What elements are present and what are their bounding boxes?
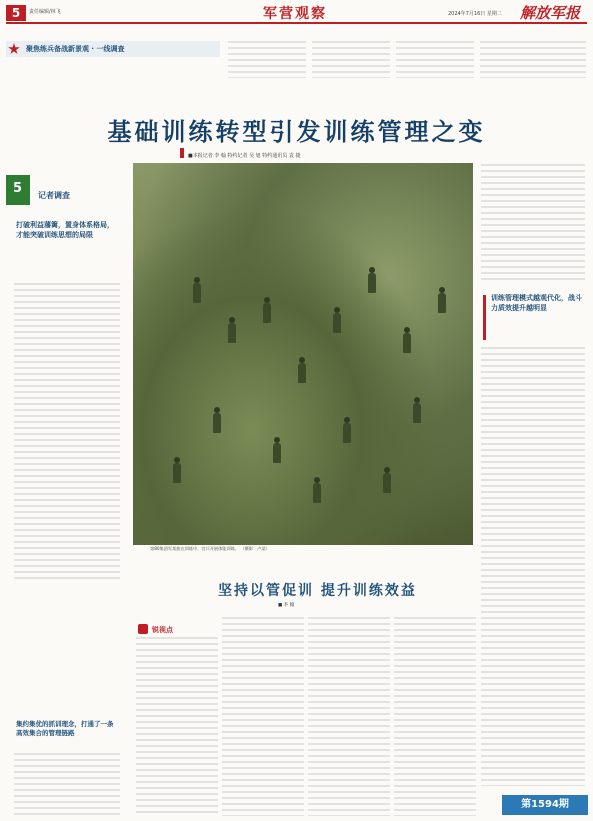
section-title: 军营观察 xyxy=(263,6,327,22)
soldier-figure xyxy=(383,473,391,493)
commentary-body-column xyxy=(222,616,304,816)
soldier-figure xyxy=(343,423,351,443)
soldier-figure xyxy=(193,283,201,303)
tag-number: 5 xyxy=(13,181,23,196)
byline: ■本报记者 李 翰 特约记者 吴 旭 特约通讯员 袁 捷 xyxy=(188,153,301,159)
soldier-figure xyxy=(273,443,281,463)
intro-text-block xyxy=(312,40,390,78)
soldier-figure xyxy=(213,413,221,433)
main-headline: 基础训练转型引发训练管理之变 xyxy=(107,118,486,146)
soldier-figure xyxy=(403,333,411,353)
secondary-headline: 坚持以管促训 提升训练效益 xyxy=(218,583,417,599)
soldier-figure xyxy=(228,323,236,343)
editor-credit: 责任编辑/林飞 xyxy=(29,9,61,15)
byline-marker xyxy=(180,148,184,158)
column-banner xyxy=(6,41,220,57)
commentary-icon xyxy=(138,624,148,634)
newspaper-logo: 解放军报 xyxy=(520,4,581,22)
article-body-column xyxy=(481,163,585,283)
commentary-body-column xyxy=(136,636,218,816)
soldier-figure xyxy=(438,293,446,313)
article-body-column xyxy=(14,752,120,816)
left-bottom-subheading: 集约集优的抓训理念，打通了一条高效集合的管理链路 xyxy=(16,720,114,737)
subhead-marker xyxy=(483,295,486,340)
intro-text-block xyxy=(228,40,306,78)
soldier-figure xyxy=(313,483,321,503)
soldier-figure xyxy=(413,403,421,423)
secondary-byline: ■ 李 翰 xyxy=(278,603,295,608)
reporter-tag-badge xyxy=(6,175,30,205)
column-banner-label: 聚焦练兵备战新景观 · 一线调查 xyxy=(26,45,125,53)
soldier-figure xyxy=(298,363,306,383)
issue-number-badge: 第1594期 xyxy=(502,795,588,815)
commentary-label: 锐视点 xyxy=(152,626,173,634)
soldier-figure xyxy=(333,313,341,333)
article-body-column xyxy=(481,346,585,786)
reporter-tag-label: 记者调查 xyxy=(38,191,70,200)
star-icon xyxy=(8,43,20,55)
masthead-rule xyxy=(6,22,587,24)
right-subheading: 训练管理模式越观代化，战斗力质效提升越明显 xyxy=(491,294,582,312)
soldier-figure xyxy=(173,463,181,483)
intro-text-block xyxy=(396,40,474,78)
page-number: 5 xyxy=(6,5,26,21)
commentary-body-column xyxy=(308,616,390,816)
training-photo xyxy=(133,163,473,545)
article-body-column xyxy=(14,282,120,582)
soldier-figure xyxy=(368,273,376,293)
soldier-figure xyxy=(263,303,271,323)
intro-text-block xyxy=(480,40,586,78)
issue-date: 2024年7月16日 星期二 xyxy=(448,11,502,17)
commentary-body-column xyxy=(394,616,476,816)
photo-caption: 第80集团军某旅在训练中，官兵开展体能训练。 （摄影：卢某） xyxy=(150,546,270,551)
left-subheading: 打破利益藩篱，置身体系格局，才能突破训练思想的局限 xyxy=(16,221,114,239)
